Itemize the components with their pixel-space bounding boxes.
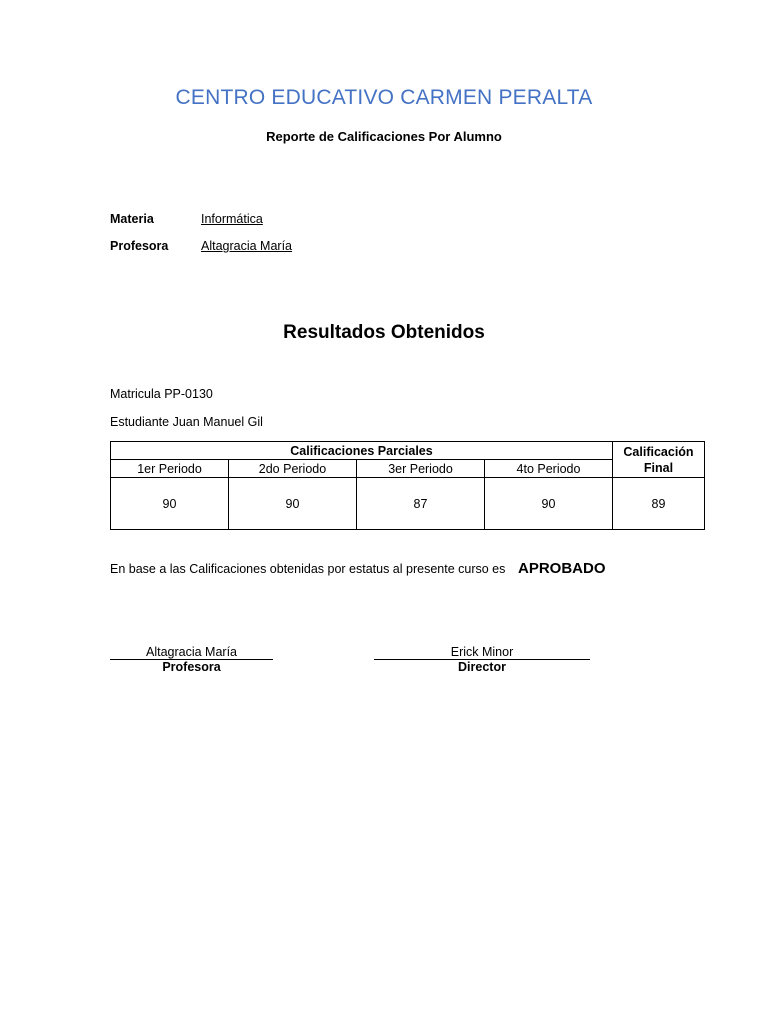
results-title: Resultados Obtenidos	[283, 322, 485, 343]
signature-director	[374, 645, 590, 674]
status-statement: En base a las Calificaciones obtenidas por estatus al presente curso es	[110, 562, 506, 576]
table-row	[111, 478, 705, 530]
period-header-3: 3er Periodo	[357, 460, 485, 478]
subject-value: Informática	[201, 212, 263, 226]
teacher-value: Altagracia María	[201, 239, 293, 253]
period-grade-1: 90	[111, 478, 229, 530]
period-grade-3: 87	[357, 478, 485, 530]
school-name: CENTRO EDUCATIVO CARMEN PERALTA	[175, 86, 593, 109]
final-grade-header-line1: Calificación	[623, 444, 694, 459]
signature-role: Director	[458, 660, 506, 674]
period-header-4: 4to Periodo	[485, 460, 613, 478]
final-grade-header	[613, 442, 705, 478]
signature-teacher	[110, 645, 273, 674]
subject-label: Materia	[110, 212, 154, 226]
enrollment-value: PP-0130	[164, 387, 213, 401]
student-value: Juan Manuel Gil	[172, 415, 263, 429]
grades-table	[110, 441, 705, 530]
status-result: APROBADO	[518, 560, 606, 577]
enrollment-label: Matricula	[110, 387, 161, 401]
signature-role: Profesora	[162, 660, 221, 674]
report-title: Reporte de Calificaciones Por Alumno	[266, 129, 502, 144]
partial-grades-header: Calificaciones Parciales	[111, 442, 613, 460]
student-row	[110, 415, 263, 429]
period-header-2: 2do Periodo	[229, 460, 357, 478]
period-grade-2: 90	[229, 478, 357, 530]
final-grade-header-line2: Final	[643, 460, 674, 475]
period-grade-4: 90	[485, 478, 613, 530]
signature-name: Erick Minor	[450, 645, 514, 659]
student-label: Estudiante	[110, 415, 170, 429]
final-grade: 89	[613, 478, 705, 530]
teacher-label: Profesora	[110, 239, 169, 253]
signature-name: Altagracia María	[145, 645, 237, 659]
enrollment-row	[110, 387, 213, 401]
period-header-1: 1er Periodo	[111, 460, 229, 478]
